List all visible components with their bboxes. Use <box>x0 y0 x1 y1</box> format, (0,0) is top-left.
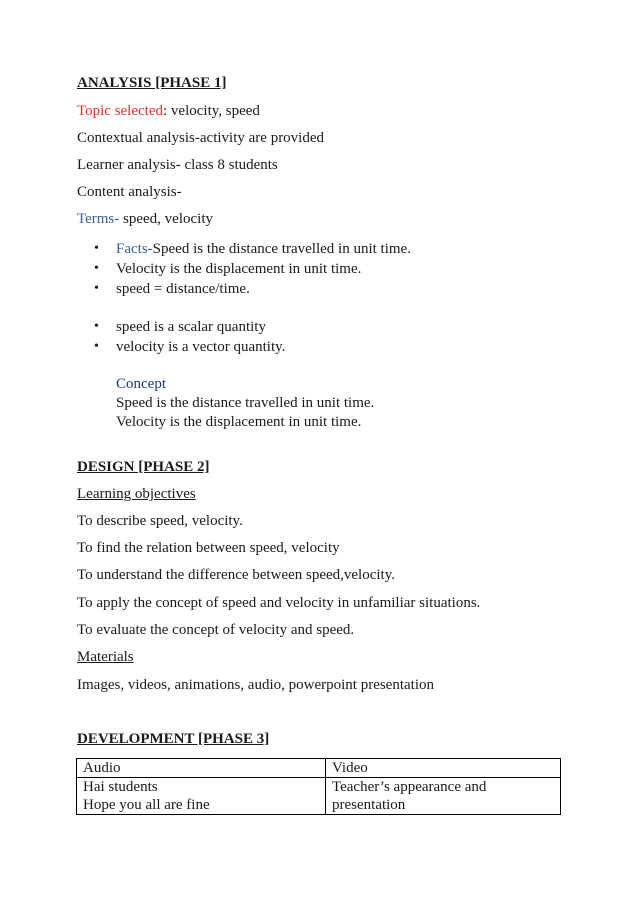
bullet-icon: • <box>94 261 99 276</box>
concept-line: Velocity is the displacement in unit time. <box>116 414 362 430</box>
learner-analysis: Learner analysis- class 8 students <box>77 157 278 173</box>
objective-item: To evaluate the concept of velocity and speed. <box>77 622 355 638</box>
development-table <box>76 758 561 815</box>
list-item: velocity is a vector quantity. <box>116 339 286 355</box>
table-header-audio: Audio <box>77 759 326 778</box>
cell-line: Teacher’s appearance and <box>332 779 487 795</box>
table-cell-audio <box>77 778 326 815</box>
table-header-video: Video <box>326 759 561 778</box>
table-cell-video <box>326 778 561 815</box>
topic-value: : velocity, speed <box>163 103 260 119</box>
terms-line <box>77 210 213 228</box>
terms-label: Terms- <box>77 211 120 227</box>
bullet-icon: • <box>94 339 99 354</box>
bullet-icon: • <box>94 319 99 334</box>
terms-value: speed, velocity <box>119 211 214 227</box>
bullet-icon: • <box>94 281 99 296</box>
contextual-analysis: Contextual analysis-activity are provided <box>77 130 325 146</box>
list-item <box>116 240 411 258</box>
development-heading: DEVELOPMENT [PHASE 3] <box>77 731 270 747</box>
facts-value: Speed is the distance travelled in unit time. <box>152 241 411 257</box>
list-item: speed = distance/time. <box>116 281 250 297</box>
materials-list: Images, videos, animations, audio, powerpoint presentation <box>77 677 435 693</box>
design-heading: DESIGN [PHASE 2] <box>77 459 210 475</box>
concept-line: Speed is the distance travelled in unit time. <box>116 395 375 411</box>
topic-label: Topic selected <box>77 103 163 119</box>
list-item: speed is a scalar quantity <box>116 319 266 335</box>
analysis-heading: ANALYSIS [PHASE 1] <box>77 75 227 91</box>
facts-label: Facts- <box>116 241 153 257</box>
cell-line: presentation <box>332 797 406 813</box>
table-row <box>77 778 561 815</box>
objective-item: To understand the difference between speed,velocity. <box>77 567 395 583</box>
materials-label: Materials <box>77 649 134 665</box>
objective-item: To apply the concept of speed and velocity in unfamiliar situations. <box>77 595 481 611</box>
cell-line: Hope you all are fine <box>83 797 210 813</box>
objective-item: To find the relation between speed, velocity <box>77 540 340 556</box>
bullet-icon: • <box>94 241 99 256</box>
content-analysis: Content analysis- <box>77 184 182 200</box>
objectives-label: Learning objectives <box>77 486 196 502</box>
cell-line: Hai students <box>83 779 158 795</box>
table-header-row <box>77 759 561 778</box>
topic-line <box>77 102 260 120</box>
list-item: Velocity is the displacement in unit time. <box>116 261 362 277</box>
objective-item: To describe speed, velocity. <box>77 513 243 529</box>
concept-label: Concept <box>116 376 166 392</box>
